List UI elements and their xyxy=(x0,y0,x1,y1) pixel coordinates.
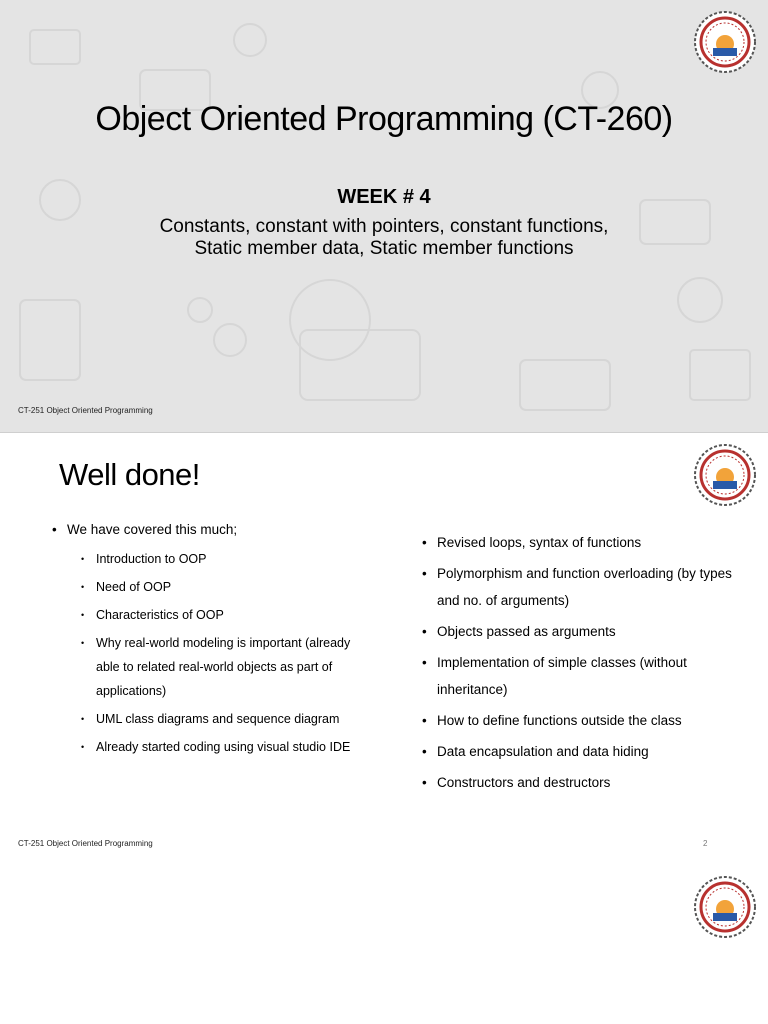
slide-footer: CT-251 Object Oriented Programming xyxy=(18,839,153,848)
subtitle-line-1: Constants, constant with pointers, constant functions, xyxy=(159,216,609,237)
covered-topics-list-2 xyxy=(422,529,742,796)
list-item: • Characteristics of OOP xyxy=(81,603,372,627)
university-seal-icon xyxy=(693,443,757,507)
list-item: • Objects passed as arguments xyxy=(422,618,742,645)
list-item: • Data encapsulation and data hiding xyxy=(422,738,742,765)
list-item: • Need of OOP xyxy=(81,575,372,599)
list-item: • Already started coding using visual studio IDE xyxy=(81,735,372,759)
presentation-title: Object Oriented Programming (CT-260) xyxy=(95,100,673,138)
list-item: • Constructors and destructors xyxy=(422,769,742,796)
list-item: • Introduction to OOP xyxy=(81,547,372,571)
left-column xyxy=(52,519,372,763)
slide-title: Well done! xyxy=(59,457,200,492)
university-seal-icon xyxy=(693,10,757,74)
summary-slide xyxy=(0,433,768,865)
subtitle-line-2: Static member data, Static member functions xyxy=(194,238,574,259)
list-item: • Polymorphism and function overloading (by types and no. of arguments) xyxy=(422,560,742,614)
title-slide xyxy=(0,0,768,433)
slide-footer: CT-251 Object Oriented Programming xyxy=(18,406,153,415)
list-item-text: We have covered this much; xyxy=(67,522,238,537)
topics-subtitle xyxy=(0,216,768,260)
list-item: • How to define functions outside the class xyxy=(422,707,742,734)
covered-topics-list xyxy=(81,547,372,759)
week-heading: WEEK # 4 xyxy=(337,186,431,208)
university-seal-icon xyxy=(693,875,757,939)
right-column xyxy=(422,529,742,800)
page-number: 2 xyxy=(703,839,708,848)
next-slide xyxy=(0,865,768,1024)
list-item xyxy=(52,519,372,541)
list-item: • Implementation of simple classes (without inheritance) xyxy=(422,649,742,703)
list-item: • Why real-world modeling is important (already able to related real-world objects as part of applications) xyxy=(81,631,372,703)
list-item: • UML class diagrams and sequence diagram xyxy=(81,707,372,731)
list-item: • Revised loops, syntax of functions xyxy=(422,529,742,556)
